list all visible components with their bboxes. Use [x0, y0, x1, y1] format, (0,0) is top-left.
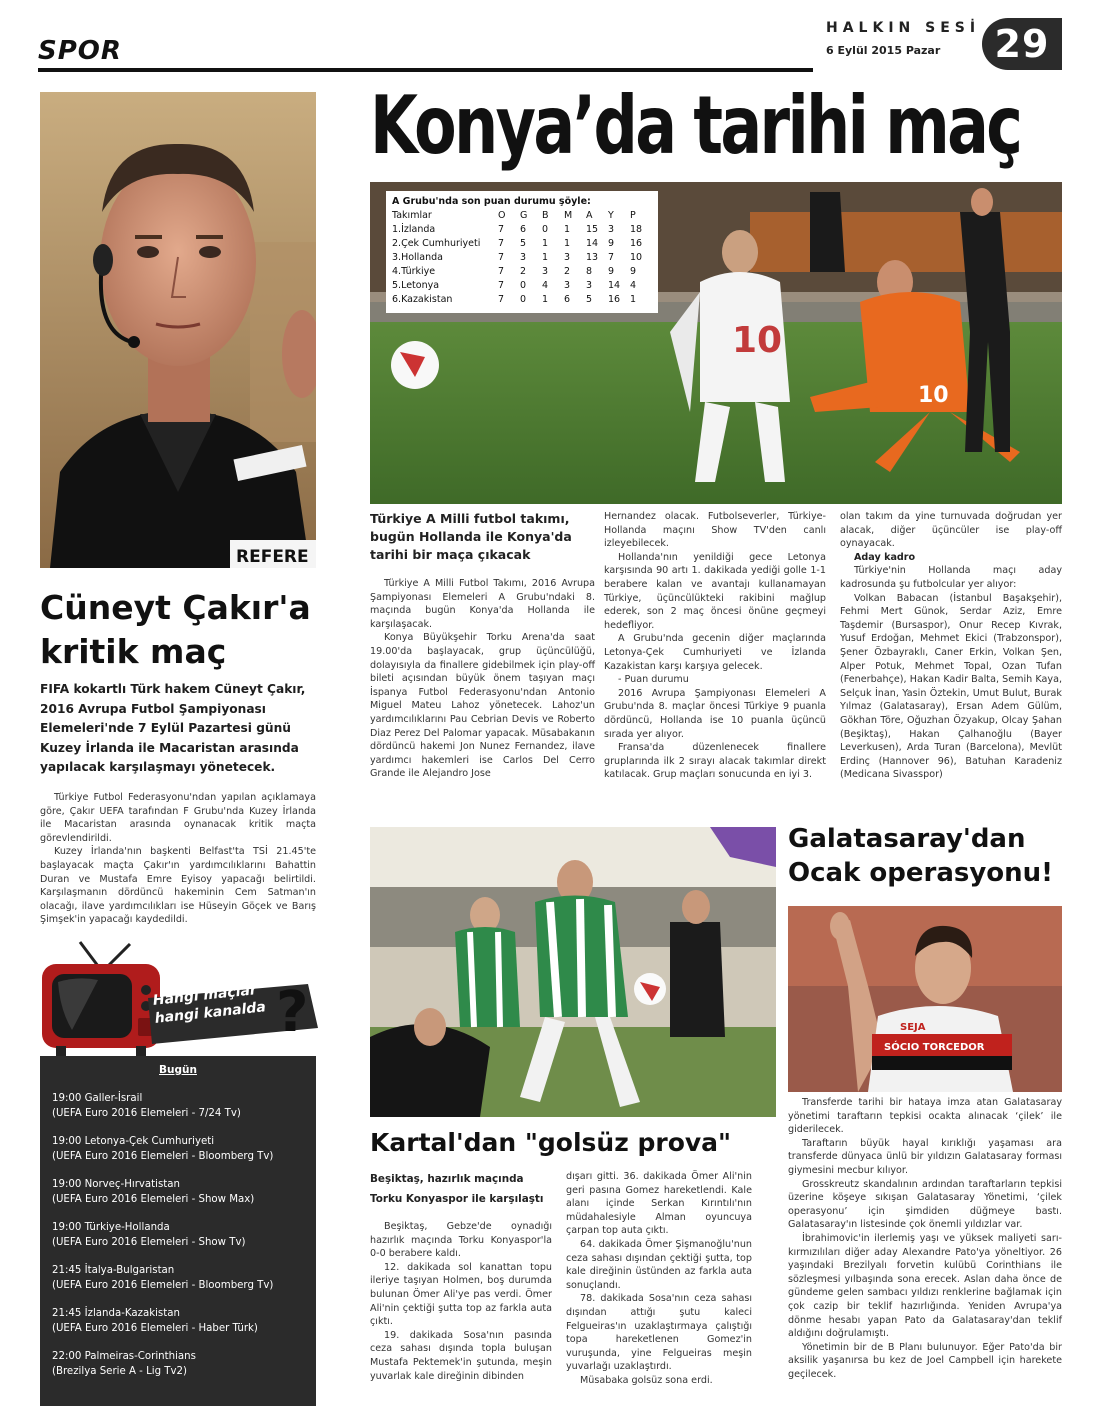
standings-cell: 5	[520, 238, 527, 249]
standings-cell: 3	[520, 252, 527, 263]
standings-cell: 16	[630, 238, 643, 249]
standings-table	[386, 191, 658, 313]
standings-cell: 1	[630, 294, 637, 305]
standings-row	[392, 293, 652, 307]
shirt-text: REFERE	[236, 547, 309, 567]
tv-channel: (UEFA Euro 2016 Elemeleri - 7/24 Tv)	[52, 1107, 241, 1119]
standings-cell: 1.İzlanda	[392, 224, 436, 235]
main-paragraph: Hollanda'nın yenildiği gece Letonya karşısında 90 artı 1. dakikada yediği golle 1-1 berabere kalan ve avantajı kullanamayan Türkiye, üçüncülükteki rakibini mağlup ederek, son 2 maç öncesi önüne geçmeyi hedefliyor.	[604, 551, 826, 631]
standings-cell: 6.Kazakistan	[392, 294, 453, 305]
standings-cell: 14	[608, 280, 621, 291]
main-headline: Konya’da tarihi maç	[370, 79, 1021, 172]
main-paragraph: - Puan durumu	[618, 674, 689, 686]
kartal-paragraph: Müsabaka golsüz sona erdi.	[580, 1374, 713, 1386]
main-paragraph: A Grubu'nda gecenin diğer maçlarında Letonya-Çek Cumhuriyeti ve İzlanda Kazakistan karşı karşıya gelecek.	[604, 633, 826, 672]
cakir-paragraph: Türkiye Futbol Federasyonu'ndan yapılan açıklamaya göre, Çakır UEFA tarafından F Grubu'nda Kuzey İrlanda ile Macaristan arasında oynanacak kritik maçta görevlendirildi.	[40, 792, 316, 844]
main-col1	[370, 577, 595, 781]
standings-cell: 5.Letonya	[392, 280, 440, 291]
tv-match: 21:45 İzlanda-Kazakistan	[52, 1308, 180, 1319]
tv-match: 19:00 Galler-İsrail	[52, 1093, 143, 1104]
standings-cell: 7	[498, 252, 505, 263]
standings-cell: 3	[586, 280, 593, 291]
standings-cell: 3	[564, 252, 571, 263]
page-number: 29	[982, 18, 1062, 70]
standings-cell: 7	[498, 238, 505, 249]
standings-header: O	[498, 210, 506, 221]
standings-cell: 2.Çek Cumhuriyeti	[392, 238, 481, 249]
standings-cell: 6	[520, 224, 527, 235]
standings-row	[392, 265, 652, 279]
standings-cell: 15	[586, 224, 599, 235]
main-subhead: Türkiye A Milli futbol takımı, bugün Hollanda ile Konya'da tarihi bir maça çıkacak	[370, 511, 572, 562]
standings-header: B	[542, 210, 549, 221]
standings-cell: 7	[498, 280, 505, 291]
cakir-paragraph: Kuzey İrlanda'nın başkenti Belfast'ta TSİ 21.45'te başlayacak maçta Çakır'ın yardımcılıklarını Bahattin Duran ve Mustafa Emre Eyisoy yapacağı belirtildi. Karşılaşmanın dördüncü hakeminin Cem Satman'ın olacağı, ilave yardımcılıkları ise Hüseyin Göçek ve Barış Şimşek'in yapacağı kaydedildi.	[40, 846, 316, 926]
kartal-col2	[566, 1170, 752, 1388]
kartal-paragraph: 64. dakikada Ömer Şişmanoğlu'nun ceza sahası dışından çektiği şutta, top kale direğinin üstünden az farkla auta sonuçlandı.	[566, 1238, 752, 1291]
issue-date: 6 Eylül 2015 Pazar	[826, 44, 941, 57]
tv-banner-label: Hangi maçlar hangi kanalda	[152, 982, 267, 1027]
standings-cell: 1	[542, 294, 549, 305]
kartal-paragraph: 12. dakikada sol kanattan topu ileriye taşıyan Holmen, boş durumda bulunan Ömer Ali'ye pas verdi. Ömer Ali'nin çektiği şutta top az farkla auta çıktı.	[370, 1261, 552, 1328]
tv-channel: (Brezilya Serie A - Lig Tv2)	[52, 1365, 188, 1377]
kartal-paragraph: 19. dakikada Sosa'nın pasında ceza sahası dışında topla buluşan Mustafa Pektemek'in şutunda, meşin yuvarlak kale direğinin dibinden	[370, 1329, 552, 1382]
newspaper-name: HALKIN SESİ	[826, 20, 981, 36]
cakir-lead: FIFA kokartlı Türk hakem Cüneyt Çakır, 2016 Avrupa Futbol Şampiyonası Elemeleri'nde 7 Eylül Pazartesi günü Kuzey İrlanda ile Macaristan arasında yapılacak karşılaşmayı yönetecek.	[40, 682, 306, 774]
tv-match: 19:00 Türkiye-Hollanda	[52, 1222, 170, 1233]
tv-match: 21:45 İtalya-Bulgaristan	[52, 1265, 175, 1276]
main-paragraph: 2016 Avrupa Şampiyonası Elemeleri A Grubu'nda 8. maçlar öncesi Türkiye 9 puanla dördüncü, Hollanda ise 10 puanla üçüncü sırada yer alıyor.	[604, 687, 826, 740]
cakir-headline-line1: Cüneyt Çakır'a	[40, 588, 311, 627]
gs-paragraph: Grosskreutz skandalının ardından taraftarların tepkisi üzerine köşeye sıkışan Galatasaray Yönetimi, ‘çilek operasyonu’ için şimdiden düğmeye bastı. Galatasaray'ın listesinde çok önemli yıldızlar var.	[788, 1178, 1062, 1231]
standings-cell: 2	[564, 266, 571, 277]
standings-header: M	[564, 210, 573, 221]
main-paragraph: Fransa'da düzenlenecek finallere gruplarında ilk 2 sırayı alacak takımlar direkt katılacak. Grup maçları sonucunda en iyi 3.	[604, 742, 826, 781]
tv-schedule-item	[52, 1178, 312, 1207]
svg-text:10: 10	[918, 383, 949, 408]
svg-text:10: 10	[732, 320, 783, 361]
gs-headline: Galatasaray'dan Ocak operasyonu!	[788, 824, 1054, 888]
standings-cell: 18	[630, 224, 643, 235]
main-paragraph: Türkiye'nin Hollanda maçı aday kadrosunda şu futbolcular yer alıyor:	[840, 565, 1062, 590]
standings-cell: 0	[520, 294, 527, 305]
standings-cell: 4	[630, 280, 637, 291]
tv-channel: (UEFA Euro 2016 Elemeleri - Bloomberg Tv)	[52, 1150, 274, 1162]
standings-cell: 7	[498, 266, 505, 277]
kartal-subhead-2: Torku Konyaspor ile karşılaştı	[370, 1193, 544, 1205]
standings-header: Y	[608, 210, 614, 221]
standings-cell: 13	[586, 252, 599, 263]
standings-header-row	[392, 209, 652, 223]
tv-today-label: Bugün	[159, 1064, 197, 1076]
standings-grid	[392, 209, 652, 307]
standings-cell: 0	[542, 224, 549, 235]
standings-cell: 1	[564, 224, 571, 235]
kartal-col1	[370, 1220, 552, 1383]
gs-paragraph: Yönetimin bir de B Planı bulunuyor. Eğer Pato'da bir aksilik yaşanırsa bu kez de Joel Campbell için harekete geçilecek.	[788, 1341, 1062, 1380]
standings-cell: 16	[608, 294, 621, 305]
header-rule	[38, 68, 813, 72]
standings-header: P	[630, 210, 636, 221]
referee-photo	[40, 92, 316, 568]
cakir-body	[40, 791, 316, 927]
gs-body	[788, 1096, 1062, 1381]
standings-cell: 6	[564, 294, 571, 305]
standings-cell: 9	[608, 266, 615, 277]
tv-schedule-list	[52, 1092, 312, 1393]
tv-schedule-item	[52, 1350, 312, 1379]
gs-paragraph: Taraftarın büyük hayal kırıklığı yaşaması ara transferde dünyaca ünlü bir yıldızın Galatasaray forması giymesini mecbur kılıyor.	[788, 1137, 1062, 1176]
match-photo-besiktas-konyaspor	[370, 827, 776, 1117]
tv-schedule-item	[52, 1221, 312, 1250]
standings-cell: 9	[608, 238, 615, 249]
standings-cell: 3	[542, 266, 549, 277]
main-paragraph: Hernandez olacak. Futbolseverler, Türkiye-Hollanda maçını Show TV'den canlı izleyebilecek.	[604, 511, 826, 550]
section-label: SPOR	[38, 36, 122, 66]
standings-cell: 4.Türkiye	[392, 266, 436, 277]
pato-photo	[788, 906, 1062, 1092]
standings-cell: 1	[542, 238, 549, 249]
standings-cell: 0	[520, 280, 527, 291]
standings-cell: 7	[608, 252, 615, 263]
standings-row	[392, 223, 652, 237]
kartal-subhead-1: Beşiktaş, hazırlık maçında	[370, 1173, 524, 1185]
cakir-headline-line2: kritik maç	[40, 632, 227, 671]
standings-cell: 1	[542, 252, 549, 263]
standings-cell: 5	[586, 294, 593, 305]
kartal-headline: Kartal'dan "golsüz prova"	[370, 1128, 732, 1157]
tv-schedule-item	[52, 1092, 312, 1121]
tv-match: 22:00 Palmeiras-Corinthians	[52, 1351, 196, 1362]
question-mark: ?	[276, 980, 309, 1045]
standings-cell: 7	[498, 294, 505, 305]
tv-schedule-panel	[40, 1056, 316, 1406]
standings-header: G	[520, 210, 528, 221]
standings-header: A	[586, 210, 593, 221]
gs-paragraph: İbrahimovic'in ilerlemiş yaşı ve yüksek maliyeti sarı-kırmızılıları diğer aday Alexandre Pato'ya yöneltiyor. 26 yaşındaki Brezilyalı forvetin kulübü Corinthians ile sözleşmesi yılbaşında sona erecek. Aslan daha önce de gündeme gelen sambacı yıldızı renklerine bağlamak için çok cazip bir teklif hazırlığında. Yeniden Avrupa'ya dönme hesabı yapan Pato da Galatasaray'dan teklif aldığını doğrulamıştı.	[788, 1232, 1062, 1340]
tv-channel: (UEFA Euro 2016 Elemeleri - Bloomberg Tv)	[52, 1279, 274, 1291]
main-subheading: Aday kadro	[854, 551, 916, 563]
tv-schedule-item	[52, 1307, 312, 1336]
standings-cell: 8	[586, 266, 593, 277]
standings-cell: 1	[564, 238, 571, 249]
standings-cell: 14	[586, 238, 599, 249]
pato-shirt-text-2: SÓCIO TORCEDOR	[884, 1042, 985, 1053]
standings-row	[392, 251, 652, 265]
main-col3	[840, 510, 1062, 782]
standings-cell: 3.Hollanda	[392, 252, 443, 263]
standings-cell: 10	[630, 252, 643, 263]
kartal-paragraph: 78. dakikada Sosa'nın ceza sahası dışından attığı şutu kaleci Felgueiras'ın uzaklaştırmaya çalıştığı topa hareketlenen Gomez'in vuruşunda, yine Felgueiras meşin yuvarlağı uzaklaştırdı.	[566, 1293, 752, 1373]
tv-channel: (UEFA Euro 2016 Elemeleri - Show Tv)	[52, 1236, 246, 1248]
standings-cell: 2	[520, 266, 527, 277]
standings-row	[392, 279, 652, 293]
tv-match: 19:00 Letonya-Çek Cumhuriyeti	[52, 1136, 215, 1147]
kartal-paragraph: dışarı gitti. 36. dakikada Ömer Ali'nin geri pasına Gomez hareketlendi. Kale alanı içinde Serkan Kırıntılı'nın müdahalesiyle Alman oyuncuya çarpan top auta çıktı.	[566, 1171, 752, 1237]
tv-channel: (UEFA Euro 2016 Elemeleri - Haber Türk)	[52, 1322, 258, 1334]
main-paragraph: Volkan Babacan (İstanbul Başakşehir), Fehmi Mert Günok, Serdar Aziz, Emre Taşdemir (Bursaspor), Onur Recep Kıvrak, Yusuf Erdoğan, Mehmet Ekici (Trabzonspor), Şener Özbayraklı, Caner Erkin, Volkan Şen, Alper Potuk, Mehmet Topal, Ozan Tufan (Fenerbahçe), Hakan Kadir Balta, Semih Kaya, Selçuk İnan, Yasin Öztekin, Umut Bulut, Burak Yılmaz (Galatasaray), Ersan Adem Gülüm, Gökhan Töre, Oğuzhan Özyakup, Olcay Şahan (Beşiktaş), Hakan Çalhanoğlu (Bayer Leverkusen), Arda Turan (Barcelona), Mevlüt Erdinç (Hannover 96), Batuhan Karadeniz (Medicana Sivasspor)	[840, 592, 1062, 781]
kartal-paragraph: Beşiktaş, Gebze'de oynadığı hazırlık maçında Torku Konyaspor'la 0-0 berabere kaldı.	[370, 1221, 552, 1260]
standings-header: Takımlar	[392, 210, 432, 221]
main-col2	[604, 510, 826, 782]
standings-title: A Grubu'nda son puan durumu şöyle:	[392, 196, 591, 207]
gs-paragraph: Transferde tarihi bir hataya imza atan Galatasaray yönetimi taraftarın tepkisi ocakta alınacak ‘çilek’ ile giderilecek.	[788, 1097, 1062, 1136]
main-paragraph: Türkiye A Milli Futbol Takımı, 2016 Avrupa Şampiyonası Elemeleri A Grubu'ndaki 8. maçında bugün Konya'da Hollanda ile karşılaşacak.	[370, 578, 595, 630]
cakir-headline	[40, 586, 330, 674]
main-paragraph: olan takım da yine turnuvada doğrudan yer alacak, diğer üçüncüler ise play-off oynayacak.	[840, 511, 1062, 550]
pato-shirt-text-1: SEJA	[900, 1022, 926, 1033]
standings-cell: 7	[498, 224, 505, 235]
tv-schedule-item	[52, 1264, 312, 1293]
standings-cell: 9	[630, 266, 637, 277]
standings-cell: 3	[564, 280, 571, 291]
tv-channel: (UEFA Euro 2016 Elemeleri - Show Max)	[52, 1193, 255, 1205]
standings-row	[392, 237, 652, 251]
standings-cell: 4	[542, 280, 549, 291]
tv-match: 19:00 Norveç-Hırvatistan	[52, 1179, 180, 1190]
main-paragraph: Konya Büyükşehir Torku Arena'da saat 19.00'da başlayacak, grup üçüncülüğü, dolayısıyla da finallere gidebilmek için play-off bileti açısından büyük önem taşıyan maçı İspanya Futbol Federasyonu'ndan Antonio Miguel Mateu Lahoz yönetecek. Lahoz'un yardımcılıklarını Pau Cebrian Devis ve Roberto Diaz Perez Del Palomar yapacak. Müsabakanın dördüncü hakemi Jon Nunez Fernandez, ilave yardımcı hakemleri ise Carlos Del Cerro Grande ile Alejandro Jose	[370, 632, 595, 780]
standings-cell: 3	[608, 224, 615, 235]
tv-schedule-item	[52, 1135, 312, 1164]
